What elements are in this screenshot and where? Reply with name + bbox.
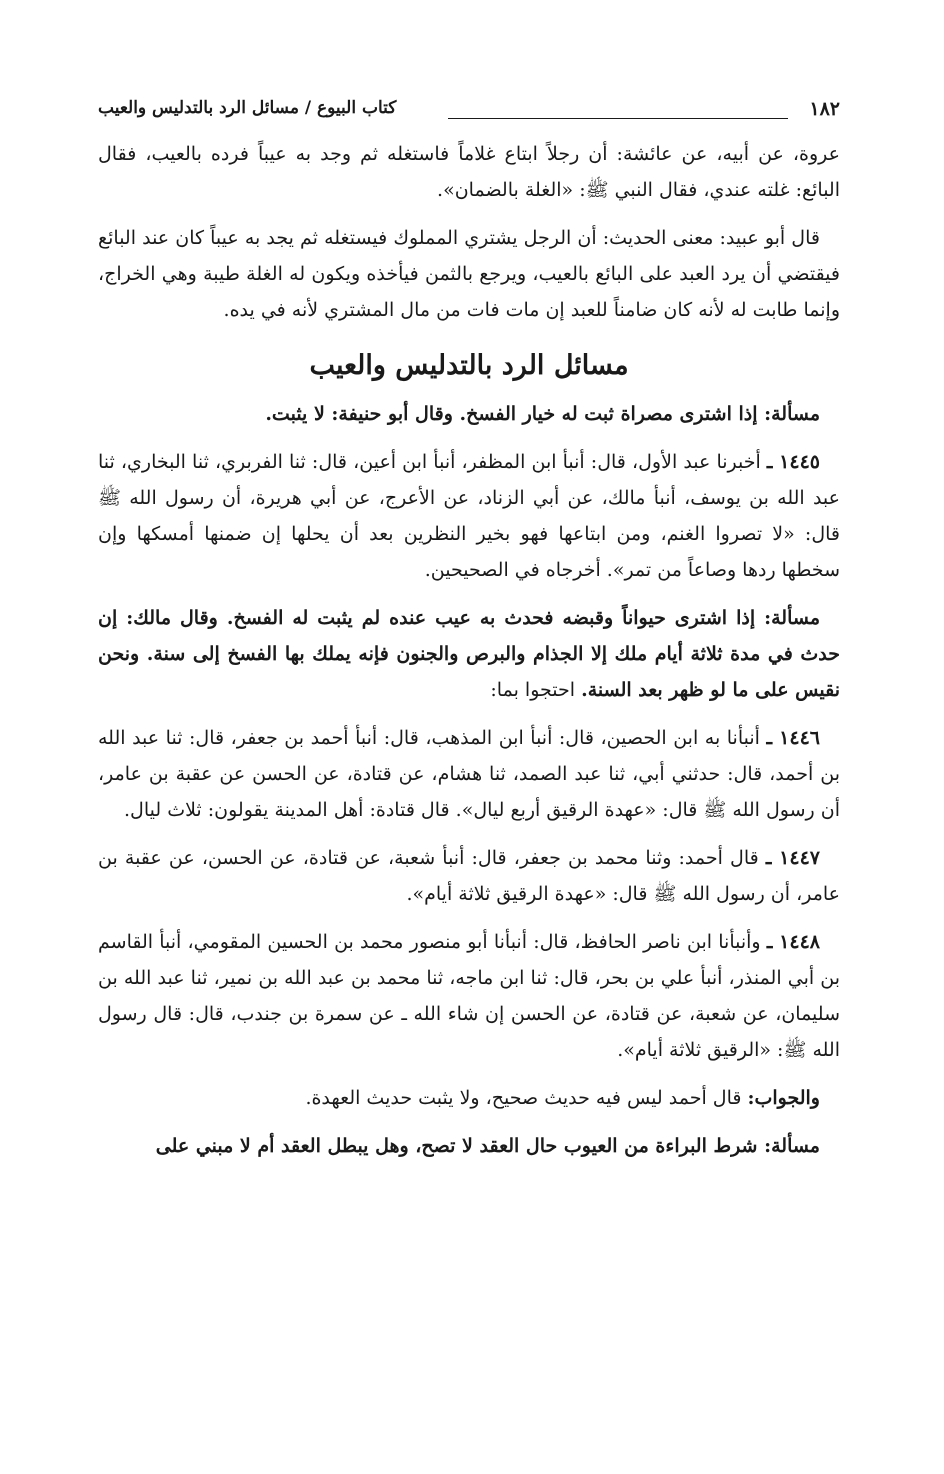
hadith-number: ١٤٤٥ ـ [766,451,820,473]
masala-text: مسألة: إذا اشترى حيواناً وقبضه فحدث به عيب عنده لم يثبت له الفسخ. وقال مالك: إن حدث في مدة ثلاثة أيام ملك إلا الجذام والبرص والجنون فإنه يملك بها الفسخ إلى سنة. ونحن نقيس على ما لو ظهر بعد السنة. [98,607,840,701]
masala-tail: احتجوا بما: [490,679,576,701]
header-rule [448,118,788,119]
hadith-text: وأنبأنا ابن ناصر الحافظ، قال: أنبأنا أبو منصور محمد بن الحسين المقومي، أنبأ القاسم بن أبي المنذر، أنبأ علي بن بحر، قال: ثنا ابن ماجه، ثنا محمد بن عبد الله بن نمير، ثنا عبد الله بن سليمان، عن شعبة، عن قتادة، عن الحسن إن شاء الله ـ عن سمرة بن جندب، قال: قال رسول الله ﷺ: «الرقيق ثلاثة أيام». [98,931,840,1061]
hadith-text: قال أحمد: وثنا محمد بن جعفر، قال: أنبأ شعبة، عن قتادة، عن الحسن، عن عقبة بن عامر، أن رسول الله ﷺ قال: «عهدة الرقيق ثلاثة أيام». [98,847,840,905]
answer-label: والجواب: [747,1087,820,1109]
masala-musarrat: مسألة: إذا اشترى مصراة ثبت له خيار الفسخ. وقال أبو حنيفة: لا يثبت. [265,403,820,425]
hadith-1446 [98,720,840,828]
paragraph-abu-ubaid: قال أبو عبيد: معنى الحديث: أن الرجل يشتري المملوك فيستغله ثم يجد به عيباً كان عند البائع فيقتضي أن يرد العبد على البائع بالعيب، ويرجع بالثمن فيأخذه ويكون له الغلة طيبة وهي الخراج، وإنما طابت له لأنه كان ضامناً للعبد إن مات فات من مال المشتري لأنه في يده. [98,227,840,321]
running-header [98,96,840,136]
hadith-text: أخبرنا عبد الأول، قال: أنبأ ابن المظفر، أنبأ ابن أعين، قال: ثنا الفربري، ثنا البخاري، ثنا عبد الله بن يوسف، أنبأ مالك، عن أبي الزناد، عن الأعرج، عن أبي هريرة، أن رسول الله ﷺ قال: «لا تصروا الغنم، ومن ابتاعها فهو بخير النظرين بعد أن يحلها إن ضمنها أمسكها وإن سخطها ردها وصاعاً من تمر». أخرجاه في الصحيحين. [98,451,840,581]
answer-text: قال أحمد ليس فيه حديث صحيح، ولا يثبت حديث العهدة. [305,1087,742,1109]
hadith-number: ١٤٤٧ ـ [765,847,820,869]
section-title: مسائل الرد بالتدليس والعيب [309,350,629,381]
hadith-1447 [98,840,840,912]
hadith-1448 [98,924,840,1068]
hadith-text: أنبأنا به ابن الحصين، قال: أنبأ ابن المذهب، قال: أنبأ أحمد بن جعفر، قال: ثنا عبد الله بن أحمد، قال: حدثني أبي، ثنا عبد الصمد، ثنا هشام، عن قتادة، عن الحسن عن عقبة بن عامر، أن رسول الله ﷺ قال: «عهدة الرقيق أربع ليال». قال قتادة: أهل المدينة يقولون: ثلاث ليال. [98,727,840,821]
paragraph-urwa: عروة، عن أبيه، عن عائشة: أن رجلاً ابتاع غلاماً فاستغله ثم وجد به عيباً فرده بالعيب، فقال البائع: غلته عندي، فقال النبي ﷺ: «الغلة بالضمان». [98,143,840,201]
hadith-1445 [98,444,840,588]
page-body [98,96,840,1176]
masala-baraa: مسألة: شرط البراءة من العيوب حال العقد لا تصح، وهل يبطل العقد أم لا مبني على [155,1135,820,1157]
page-number: ١٨٢ [809,98,840,120]
header-title: كتاب البيوع / مسائل الرد بالتدليس والعيب [98,98,397,118]
hadith-number: ١٤٤٦ ـ [766,727,820,749]
hadith-number: ١٤٤٨ ـ [766,931,820,953]
answer-paragraph [98,1080,840,1116]
masala-hayawan [98,600,840,708]
